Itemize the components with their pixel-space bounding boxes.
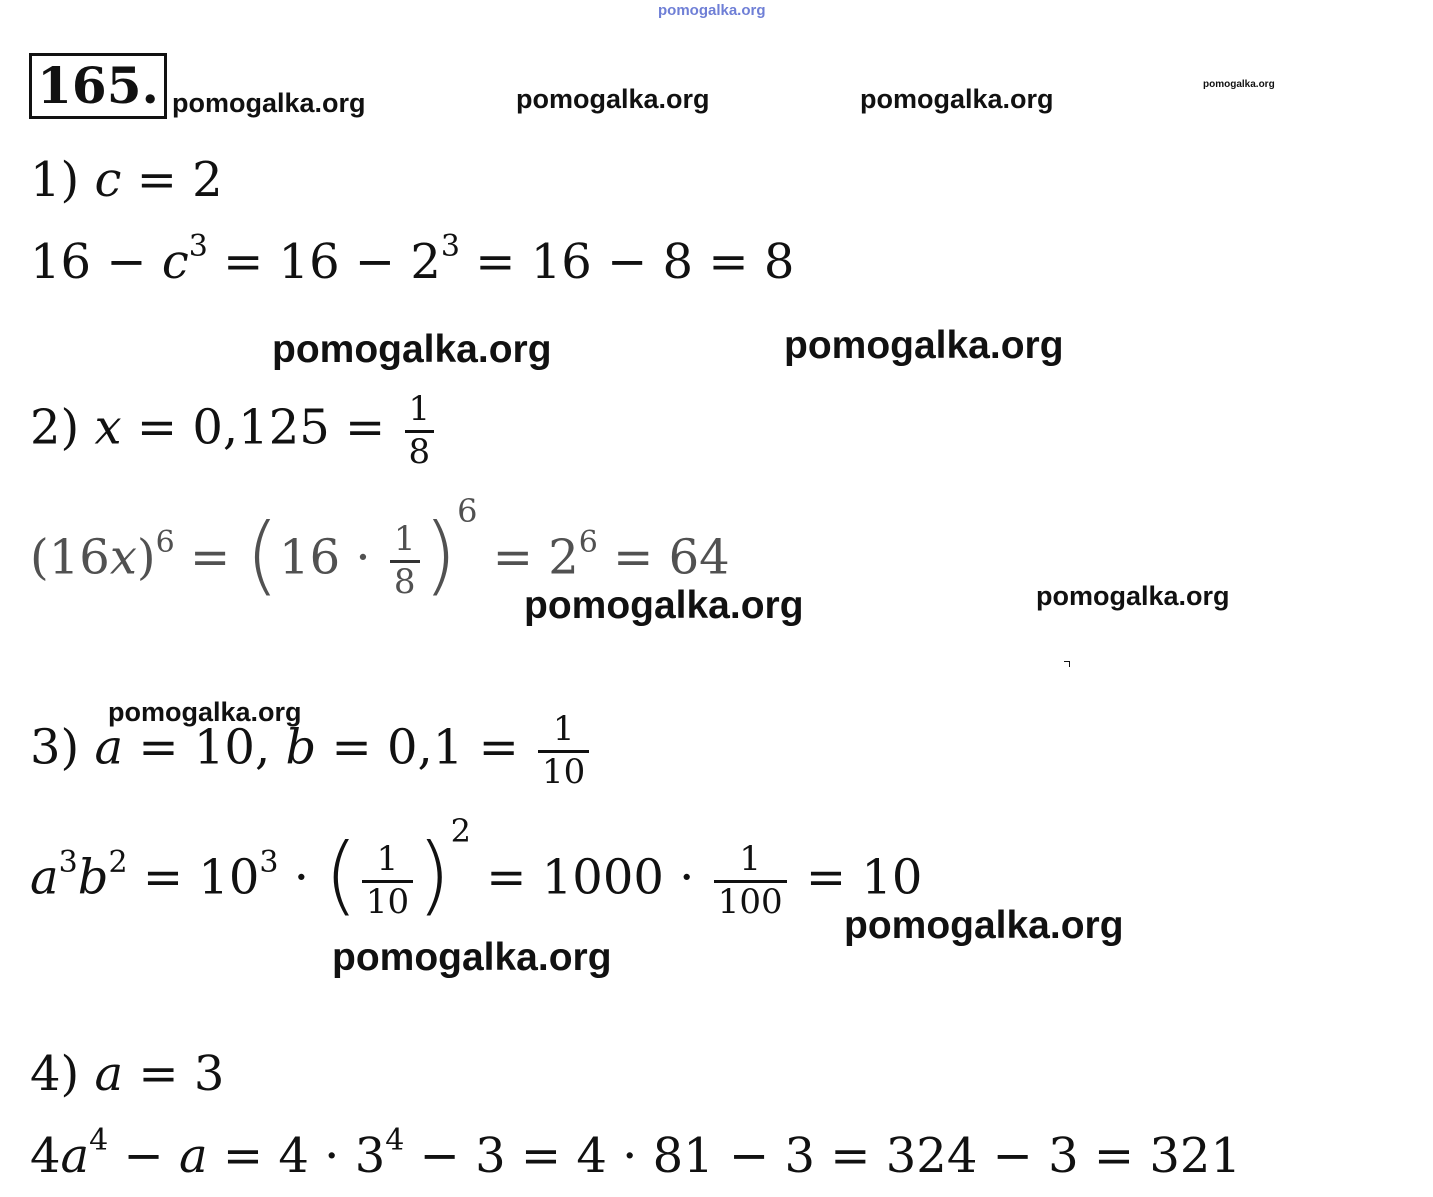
fraction [714, 838, 787, 922]
part4-calc-var2: a [179, 1128, 208, 1184]
exponent: 3 [440, 229, 460, 264]
part1-calc-start: 16 − [30, 234, 147, 290]
fraction [405, 389, 435, 472]
watermark: pomogalka.org [844, 904, 1124, 947]
watermark: pomogalka.org [524, 584, 804, 627]
part2-calc-open: (16 [30, 529, 110, 586]
part4-given [30, 1046, 225, 1102]
fraction [538, 709, 589, 792]
part2-given [30, 389, 438, 472]
part2-calc-result: = 64 [613, 529, 730, 586]
right-paren: ) [417, 825, 451, 925]
problem-number: 165. [29, 53, 167, 119]
exponent: 6 [155, 524, 175, 560]
part1-given [30, 152, 223, 208]
part3-given [30, 709, 593, 792]
part3-calculation [30, 811, 923, 925]
part1-label: 1) [30, 152, 80, 208]
part1-value: = 2 [136, 152, 223, 208]
watermark-top: pomogalka.org [658, 2, 766, 19]
minus: − [108, 1128, 164, 1184]
part4-calculation [30, 1123, 1241, 1184]
watermark: pomogalka.org [860, 84, 1054, 114]
exponent: 3 [188, 229, 208, 264]
right-paren: ) [423, 505, 458, 605]
part2-calc-var: x [109, 529, 137, 586]
watermark: pomogalka.org [1036, 581, 1230, 611]
exponent: 4 [385, 1123, 405, 1158]
watermark: pomogalka.org [272, 328, 552, 371]
part3-value-b: = 0,1 = [316, 719, 519, 776]
watermark: pomogalka.org [784, 324, 1064, 367]
part1-calculation [30, 229, 795, 290]
part3-calc-var-a: a [30, 849, 59, 906]
watermark: pomogalka.org [516, 84, 710, 114]
exponent: 4 [89, 1123, 109, 1158]
denominator: 100 [714, 880, 787, 921]
part1-var: c [94, 152, 122, 208]
part2-calc-close: ) [136, 529, 156, 586]
dot: · [293, 849, 309, 906]
part3-calc-mid: = 1000 · [486, 849, 695, 906]
part2-value: = 0,125 = [136, 399, 386, 456]
part4-calc-var: a [60, 1128, 90, 1184]
part1-calc-var: c [161, 234, 189, 290]
stray-mark [1064, 661, 1070, 667]
part4-calc-coef: 4 [30, 1128, 61, 1184]
part2-calc-power: = 2 [492, 529, 579, 586]
fraction [362, 838, 413, 922]
denominator: 8 [390, 560, 420, 601]
part3-value-a: = 10, [123, 719, 271, 776]
exponent: 6 [578, 524, 598, 560]
part3-var-a: a [94, 719, 124, 776]
part2-calc-inner: 16 · [279, 529, 371, 586]
denominator: 8 [405, 430, 435, 471]
left-paren: ( [324, 825, 358, 925]
part4-calc-end: − 3 = 4 · 81 − 3 = 324 − 3 = 321 [404, 1128, 1241, 1184]
part1-calc-mid: = 16 − 2 [223, 234, 441, 290]
part2-label: 2) [30, 399, 80, 456]
left-paren: ( [245, 505, 280, 605]
exponent: 6 [457, 491, 478, 530]
exponent: 3 [58, 844, 78, 880]
exponent: 2 [108, 844, 128, 880]
part2-calculation [30, 491, 730, 605]
fraction [390, 518, 420, 602]
part3-calc-var-b: b [77, 849, 109, 906]
numerator: 1 [408, 389, 431, 429]
equals: = [189, 529, 231, 586]
part1-calc-end: = 16 − 8 = 8 [475, 234, 795, 290]
exponent: 2 [450, 811, 472, 850]
part3-label: 3) [30, 719, 80, 776]
part4-value: = 3 [123, 1046, 225, 1102]
watermark: pomogalka.org [332, 936, 612, 979]
part4-var: a [94, 1046, 124, 1102]
part4-label: 4) [30, 1046, 80, 1102]
numerator: 1 [552, 709, 575, 749]
denominator: 10 [538, 750, 589, 791]
numerator: 1 [376, 838, 399, 879]
part3-calc-eq1: = 10 [142, 849, 260, 906]
exponent: 3 [259, 844, 279, 880]
numerator: 1 [739, 838, 761, 879]
numerator: 1 [393, 518, 416, 559]
part3-var-b: b [285, 719, 317, 776]
watermark: pomogalka.org [172, 88, 366, 118]
part4-calc-mid: = 4 · 3 [207, 1128, 386, 1184]
part2-var: x [94, 399, 122, 456]
watermark: pomogalka.org [1203, 79, 1275, 90]
denominator: 10 [362, 880, 413, 921]
part3-calc-result: = 10 [805, 849, 923, 906]
watermark: pomogalka.org [108, 697, 302, 727]
